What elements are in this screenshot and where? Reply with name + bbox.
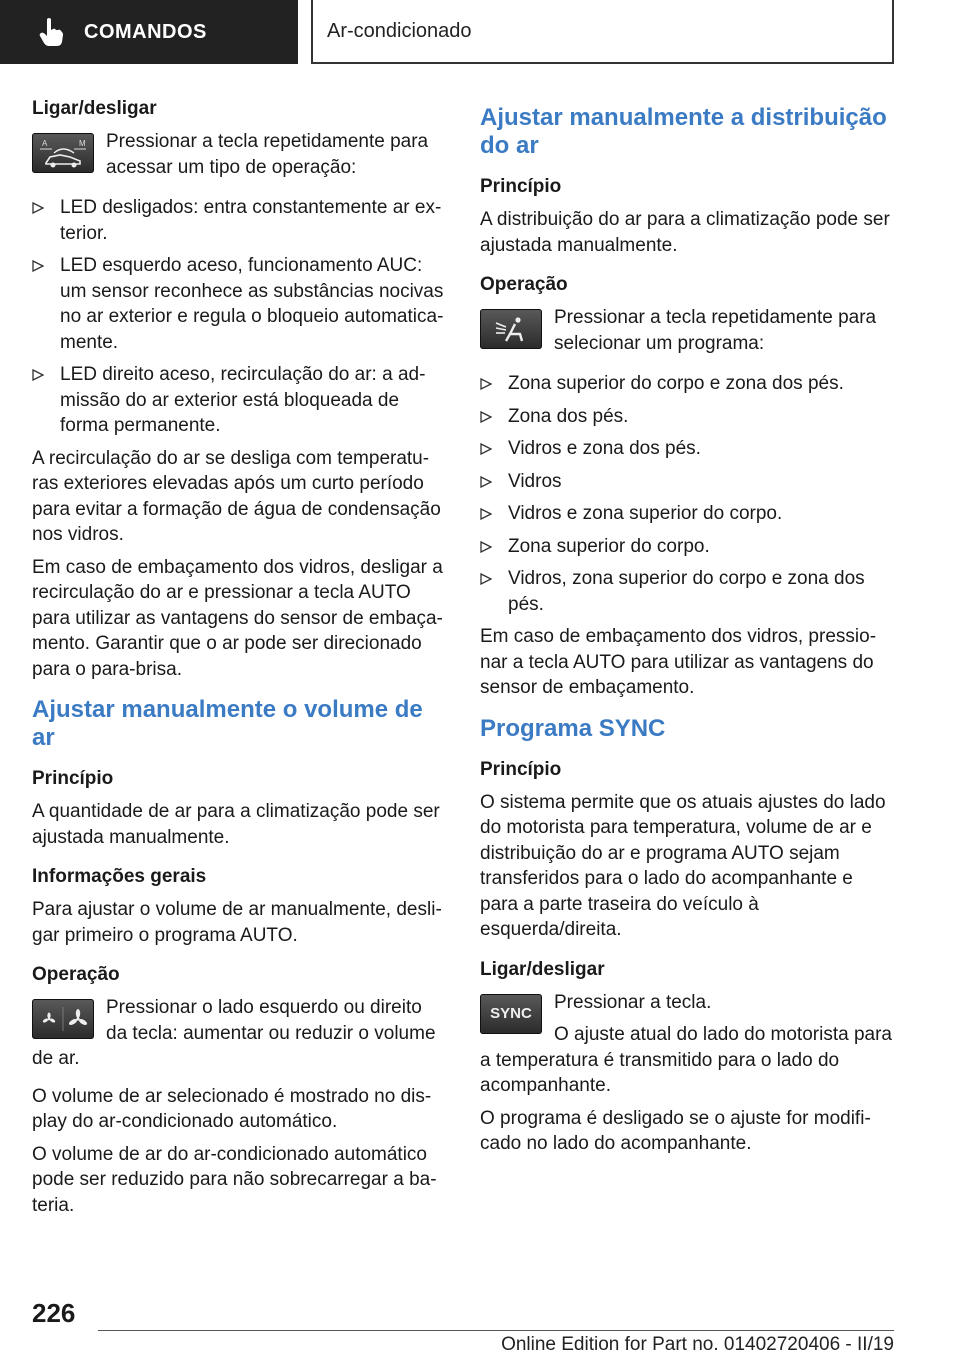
list-item: Zona superior do corpo e zona dos pés. [480, 371, 896, 397]
triangle-bullet-icon [480, 508, 492, 520]
paragraph: Em caso de embaçamento dos vidros, pressionar a tecla AUTO para utilizar as vantagens do sensor de embaçamento. [480, 626, 877, 698]
left-column [32, 96, 448, 1225]
edition-footer: Online Edition for Part no. 01402720406 - II/19 [501, 1334, 894, 1355]
recirc-instruction: Pressionar a tecla repetidamente para acessar um tipo de operação: [106, 131, 429, 178]
led-mode-list [32, 195, 448, 439]
fan-key-row [32, 995, 448, 1072]
list-item: LED direito aceso, recirculação do ar: a admissão do ar exterior está bloqueada de forma permanente. [32, 362, 448, 439]
list-item: LED desligados: entra constantemente ar exterior. [32, 195, 448, 246]
paragraph: A distribuição do ar para a climatização pode ser ajustada manualmente. [480, 209, 890, 256]
subheading-principle: Princípio [480, 176, 562, 197]
subheading-on-off: Ligar/desligar [480, 958, 605, 980]
subheading-general-info: Informações gerais [32, 866, 207, 887]
page-number: 226 [32, 1298, 76, 1328]
footer-divider [98, 1330, 894, 1331]
distribution-key-row [480, 305, 896, 359]
triangle-bullet-icon [480, 573, 492, 585]
distribution-instruction: Pressionar a tecla repetidamente para selecionar um programa: [554, 307, 877, 354]
section-header [311, 0, 894, 64]
triangle-bullet-icon [480, 378, 492, 390]
subheading-on-off: Ligar/desligar [32, 98, 157, 119]
sync-key-label: SYNC [490, 1004, 532, 1022]
hand-pointer-icon [38, 17, 64, 47]
subheading-operation: Operação [32, 964, 120, 985]
triangle-bullet-icon [32, 202, 44, 214]
chapter-title: COMANDOS [84, 20, 207, 43]
paragraph: O volume de ar do ar-condicionado automático pode ser reduzido para não sobrecarregar a bateria. [32, 1143, 437, 1216]
recirculation-key-icon [32, 133, 94, 173]
section-heading-sync: Programa SYNC [480, 714, 666, 742]
subheading-operation: Operação [480, 274, 568, 295]
sync-key-row [480, 990, 896, 1099]
triangle-bullet-icon [480, 476, 492, 488]
list-item: Zona dos pés. [480, 404, 896, 430]
air-distribution-key-icon [480, 309, 542, 349]
list-item: Vidros [480, 469, 896, 495]
paragraph: O volume de ar selecionado é mostrado no display do ar-condicionado automático. [32, 1085, 432, 1132]
list-item: Vidros e zona dos pés. [480, 436, 896, 462]
section-heading-air-distribution: Ajustar manualmente a distribuição do ar [480, 104, 887, 159]
section-title: Ar-condicionado [327, 19, 472, 42]
triangle-bullet-icon [480, 411, 492, 423]
svg-text:M: M [79, 139, 86, 148]
triangle-bullet-icon [480, 541, 492, 553]
triangle-bullet-icon [480, 443, 492, 455]
list-item: LED esquerdo aceso, funcionamento AUC: um sensor reconhece as substâncias nocivas no ar exterior e regula o bloqueio automaticamente. [32, 253, 448, 355]
fan-instruction: Pressionar o lado esquerdo ou direito da tecla: aumentar ou reduzir o volume de ar. [32, 997, 436, 1069]
paragraph: Em caso de embaçamento dos vidros, desligar a recirculação do ar e pressionar a tecla AUTO para utilizar as vantagens do sensor de embaçamento. Garantir que o ar pode ser direcionado para o para-brisa. [32, 556, 443, 680]
right-column [480, 96, 896, 1164]
paragraph: O sistema permite que os atuais ajustes do lado do motorista para temperatura, volume de ar e distribuição do ar e programa AUTO sejam transferidos para o lado do acompanhante e para a parte traseira do veículo à esquerda/direita. [480, 791, 886, 940]
sync-key-icon [480, 994, 542, 1034]
distribution-program-list [480, 371, 896, 617]
paragraph: Para ajustar o volume de ar manualmente, desligar primeiro o programa AUTO. [32, 899, 442, 946]
paragraph: A recirculação do ar se desliga com temperaturas exteriores elevadas após um curto período para evitar a formação de água de condensação nos vidros. [32, 447, 441, 545]
list-item: Vidros e zona superior do corpo. [480, 501, 896, 527]
subheading-principle: Princípio [480, 758, 562, 780]
section-heading-air-volume: Ajustar manualmente o volume de ar [32, 696, 423, 751]
fan-key-icon [32, 999, 94, 1039]
sync-instruction-1: Pressionar a tecla. [554, 991, 712, 1013]
list-item: Vidros, zona superior do corpo e zona dos pés. [480, 566, 896, 617]
triangle-bullet-icon [32, 369, 44, 381]
chapter-tab [0, 0, 298, 64]
triangle-bullet-icon [32, 260, 44, 272]
recirc-key-row [32, 129, 448, 183]
paragraph: A quantidade de ar para a climatização pode ser ajustada manualmente. [32, 801, 440, 848]
list-item: Zona superior do corpo. [480, 534, 896, 560]
subheading-principle: Princípio [32, 768, 114, 789]
paragraph: O programa é desligado se o ajuste for modificado no lado do acompanhante. [480, 1107, 871, 1154]
svg-text:A: A [42, 139, 48, 148]
sync-instruction-2: O ajuste atual do lado do motorista para a temperatura é transmitido para o lado do acompanhante. [480, 1024, 892, 1096]
